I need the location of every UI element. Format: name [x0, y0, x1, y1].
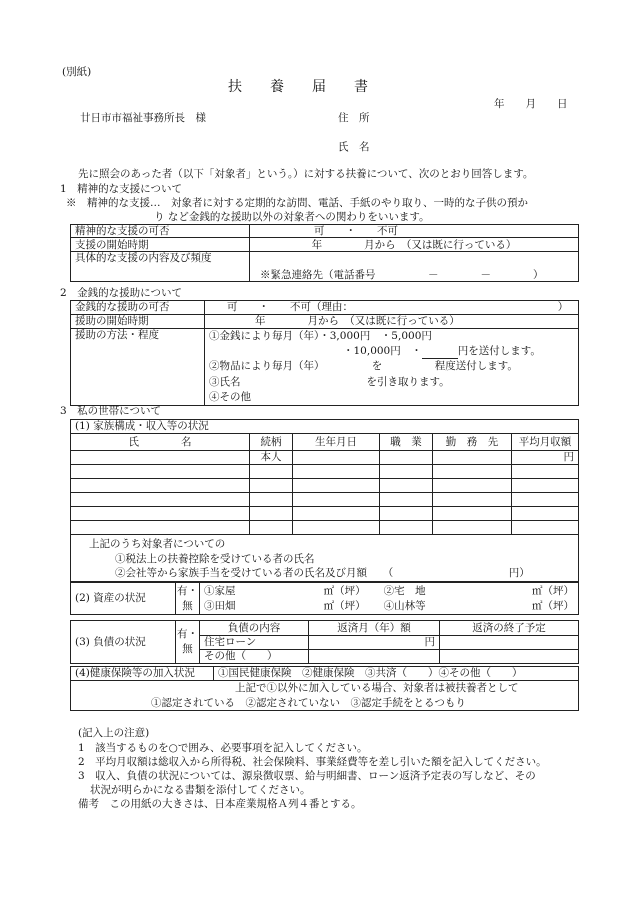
- s2-money-send: 円を送付します。: [457, 345, 541, 358]
- section1-note-cont: り など金銭的な援助以外の対象者への関わりをいいます。: [154, 211, 430, 223]
- cell[interactable]: [512, 465, 579, 479]
- table-row: [71, 521, 579, 535]
- col-income: 平均月収額: [512, 434, 579, 451]
- section2-table: [70, 300, 579, 406]
- cell[interactable]: [293, 479, 380, 493]
- cell[interactable]: [293, 493, 380, 507]
- cell-relation-self: 本人: [250, 451, 293, 465]
- insurance-label: (4)健康保険等の加入状況: [71, 667, 214, 681]
- insurance-dependent-choice[interactable]: ①認定されている ②認定されていない ③認定手続をとるつもり: [151, 696, 466, 709]
- name-label: 氏 名: [338, 141, 370, 153]
- col-birthdate: 生年月日: [293, 434, 380, 451]
- target-info-title: 上記のうち対象者についての: [89, 538, 226, 550]
- cell[interactable]: [512, 479, 579, 493]
- s2-label-possible: 金銭的な援助の可否: [71, 301, 205, 315]
- asset-forest[interactable]: ④山林等: [370, 599, 483, 615]
- remarks: 備考 この用紙の大きさは、日本産業規格Ａ列４番とする。: [78, 798, 362, 810]
- s1-possible-choice[interactable]: 可 ・ 不可: [250, 225, 579, 238]
- family-subheading: (1) 家族構成・収入等の状況: [71, 420, 579, 434]
- debt-other-end[interactable]: [440, 650, 579, 664]
- debts-label: (3) 負債の状況: [71, 621, 176, 664]
- cell[interactable]: [512, 521, 579, 535]
- s2-method-other: ④その他: [209, 390, 251, 403]
- cell-name[interactable]: [71, 451, 250, 465]
- asset-field-area[interactable]: ㎡（坪）: [275, 599, 370, 615]
- note-2: 2 平均月収額は総収入から所得税、社会保険料、事業経費等を差し引いた額を記入してください。: [78, 756, 547, 768]
- cell[interactable]: [433, 479, 512, 493]
- address-label: 住 所: [338, 112, 370, 124]
- col-workplace: 勤 務 先: [433, 434, 512, 451]
- s2-method-takein: ③氏名 を引き取ります。: [209, 375, 450, 388]
- cell[interactable]: [71, 521, 250, 535]
- cell-occupation[interactable]: [380, 451, 433, 465]
- table-row: [71, 451, 579, 465]
- cell[interactable]: [380, 521, 433, 535]
- asset-house[interactable]: ①家屋: [200, 583, 276, 599]
- s1-content-field[interactable]: ※緊急連絡先（電話番号 － － ）: [250, 252, 579, 282]
- s2-money-10000: ・10,000円 ・: [343, 345, 422, 358]
- addressee: 廿日市市福祉事務所長 様: [80, 112, 206, 124]
- note-3: 3 収入、負債の状況については、源泉徴収票、給与明細書、ローン返済予定表の写しなど、その: [78, 770, 536, 782]
- cell-workplace[interactable]: [433, 451, 512, 465]
- cell[interactable]: [512, 507, 579, 521]
- cell-birthdate[interactable]: [293, 451, 380, 465]
- s2-possible-choice[interactable]: 可 ・ 不可（理由： ）: [205, 301, 579, 315]
- s2-method-field[interactable]: [205, 329, 579, 406]
- s2-start-field[interactable]: 年 月から （又は既に行っている）: [205, 315, 579, 329]
- section2-heading: 2 金銭的な援助について: [60, 287, 182, 299]
- insurance-table: [70, 666, 579, 711]
- cell[interactable]: [433, 493, 512, 507]
- s2-money-blank[interactable]: [422, 347, 458, 359]
- debt-other-amount[interactable]: [309, 650, 440, 664]
- cell[interactable]: [71, 479, 250, 493]
- cell[interactable]: [250, 465, 293, 479]
- section3-heading: 3 私の世帯について: [60, 405, 161, 417]
- cell[interactable]: [512, 493, 579, 507]
- notes-title: (記入上の注意): [78, 727, 150, 739]
- cell[interactable]: [293, 507, 380, 521]
- asset-land[interactable]: ②宅 地: [370, 583, 483, 599]
- s1-label-content: 具体的な支援の内容及び頻度: [71, 252, 250, 282]
- insurance-dependent-text: 上記で①以外に加入している場合、対象者は被扶養者として: [235, 682, 519, 695]
- cell[interactable]: [380, 507, 433, 521]
- cell[interactable]: [250, 493, 293, 507]
- s2-method-money-cont: [209, 344, 574, 359]
- cell[interactable]: [293, 465, 380, 479]
- section1-note: ※ 精神的な支援… 対象者に対する定期的な訪問、電話、手紙のやり取り、一時的な子供の預か: [66, 197, 528, 209]
- cell[interactable]: [433, 507, 512, 521]
- debt-row-mortgage: 住宅ローン: [200, 636, 309, 650]
- page-title: 扶 養 届 書: [228, 79, 368, 95]
- cell[interactable]: [250, 521, 293, 535]
- cell[interactable]: [380, 493, 433, 507]
- target-info-tax[interactable]: ①税法上の扶養控除を受けている者の氏名: [115, 552, 315, 565]
- s1-label-possible: 精神的な支援の可否: [71, 225, 250, 238]
- col-name: 氏 名: [71, 434, 250, 451]
- cell[interactable]: [293, 521, 380, 535]
- cell[interactable]: [380, 465, 433, 479]
- intro-text: 先に照会のあった者（以下「対象者」という。）に対する扶養について、次のとおり回答します。: [78, 168, 534, 180]
- col-relation: 続柄: [250, 434, 293, 451]
- debt-row-other[interactable]: その他（ ）: [200, 650, 309, 664]
- asset-land-area[interactable]: ㎡（坪）: [483, 583, 578, 599]
- target-info-allowance[interactable]: ②会社等から家族手当を受けている者の氏名及び月額 （ 円）: [115, 567, 530, 580]
- s2-label-method: 援助の方法・程度: [71, 329, 205, 406]
- cell[interactable]: [380, 479, 433, 493]
- debt-mortgage-end[interactable]: [440, 636, 579, 650]
- target-info: [71, 535, 579, 582]
- s2-method-goods: ②物品により毎月（年） を 程度送付します。: [209, 360, 518, 373]
- assets-label: (2) 資産の状況: [71, 583, 176, 615]
- family-table: [70, 419, 579, 582]
- assets-umu[interactable]: 有・無: [176, 583, 200, 615]
- cell[interactable]: [71, 507, 250, 521]
- s2-label-start: 援助の開始時期: [71, 315, 205, 329]
- debt-mortgage-amount[interactable]: 円: [309, 636, 440, 650]
- section1-table: [70, 224, 579, 282]
- note-3-cont: 状況が明らかになる書類を添付してください。: [90, 784, 311, 796]
- asset-forest-area[interactable]: ㎡（坪）: [483, 599, 578, 615]
- s1-label-start: 支援の開始時期: [71, 238, 250, 252]
- table-row: [71, 479, 579, 493]
- debts-table: [70, 620, 579, 664]
- table-row: [71, 493, 579, 507]
- debt-col-content: 負債の内容: [200, 621, 309, 636]
- cell[interactable]: [433, 465, 512, 479]
- assets-table: [70, 582, 579, 615]
- insurance-dependent: [71, 681, 579, 711]
- table-row: [71, 507, 579, 521]
- date-field[interactable]: 年 月 日: [494, 98, 568, 110]
- debt-col-end: 返済の終了予定: [440, 621, 579, 636]
- col-occupation: 職 業: [380, 434, 433, 451]
- s1-start-field[interactable]: 年 月から （又は既に行っている）: [250, 238, 579, 252]
- debts-umu[interactable]: 有・無: [176, 621, 200, 664]
- note-1: 1 該当するものを○で囲み、必要事項を記入してください。: [78, 742, 368, 754]
- besshi-label: (別紙): [62, 66, 92, 78]
- s2-method-money: ①金銭により毎月（年）・3,000円 ・5,000円: [209, 330, 432, 342]
- cell-income-yen[interactable]: 円: [512, 451, 579, 465]
- cell[interactable]: [433, 521, 512, 535]
- asset-field[interactable]: ③田畑: [200, 599, 276, 615]
- asset-house-area[interactable]: ㎡（坪）: [275, 583, 370, 599]
- debt-col-monthly: 返済月（年）額: [309, 621, 440, 636]
- section1-heading: 1 精神的な支援について: [60, 183, 182, 195]
- cell[interactable]: [250, 507, 293, 521]
- cell[interactable]: [71, 493, 250, 507]
- cell[interactable]: [71, 465, 250, 479]
- cell[interactable]: [250, 479, 293, 493]
- table-row: [71, 465, 579, 479]
- insurance-choice[interactable]: ①国民健康保険 ②健康保険 ③共済（ ）④その他（ ）: [214, 667, 579, 681]
